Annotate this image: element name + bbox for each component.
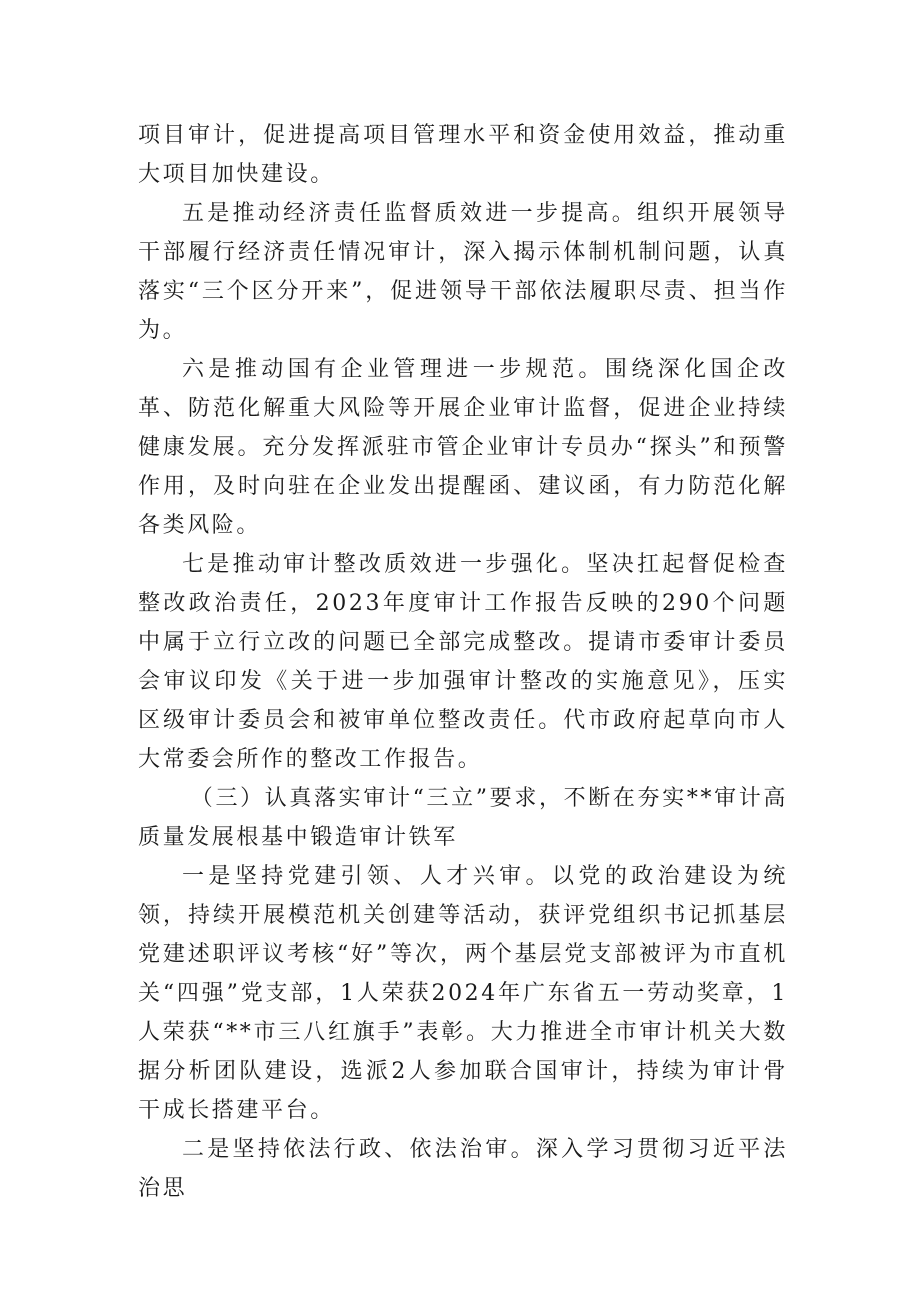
- paragraph-rule-of-law: 二是坚持依法行政、依法治审。深入学习贯彻习近平法治思: [138, 1137, 788, 1201]
- paragraph-state-enterprise: 六是推动国有企业管理进一步规范。围绕深化国企改革、防范化解重大风险等开展企业审计监督，促进企业持续健康发展。充分发挥派驻市管企业审计专员办“探头”和预警作用，及时向驻在企业发出提醒函、建议函，有力防范化解各类风险。: [138, 357, 788, 538]
- section-heading-three: （三）认真落实审计“三立”要求，不断在夯实**审计高质量发展根基中锻造审计铁军: [138, 786, 788, 850]
- paragraph-economic-responsibility: 五是推动经济责任监督质效进一步提高。组织开展领导干部履行经济责任情况审计，深入揭示体制机制问题，认真落实“三个区分开来”，促进领导干部依法履职尽责、担当作为。: [138, 201, 788, 343]
- paragraph-party-building: 一是坚持党建引领、人才兴审。以党的政治建设为统领，持续开展模范机关创建等活动，获评党组织书记抓基层党建述职评议考核“好”等次，两个基层党支部被评为市直机关“四强”党支部，1人荣获2024年广东省五一劳动奖章，1人荣获“**市三八红旗手”表彰。大力推进全市审计机关大数据分析团队建设，选派2人参加联合国审计，持续为审计骨干成长搭建平台。: [138, 864, 788, 1123]
- paragraph-audit-rectification: 七是推动审计整改质效进一步强化。坚决扛起督促检查整改政治责任，2023年度审计工作报告反映的290个问题中属于立行立改的问题已全部完成整改。提请市委审计委员会审议印发《关于进一步加强审计整改的实施意见》，压实区级审计委员会和被审单位整改责任。代市政府起草向市人大常委会所作的整改工作报告。: [138, 552, 788, 772]
- document-body: [138, 116, 788, 1208]
- paragraph-project-audit-continuation: 项目审计，促进提高项目管理水平和资金使用效益，推动重大项目加快建设。: [138, 123, 788, 187]
